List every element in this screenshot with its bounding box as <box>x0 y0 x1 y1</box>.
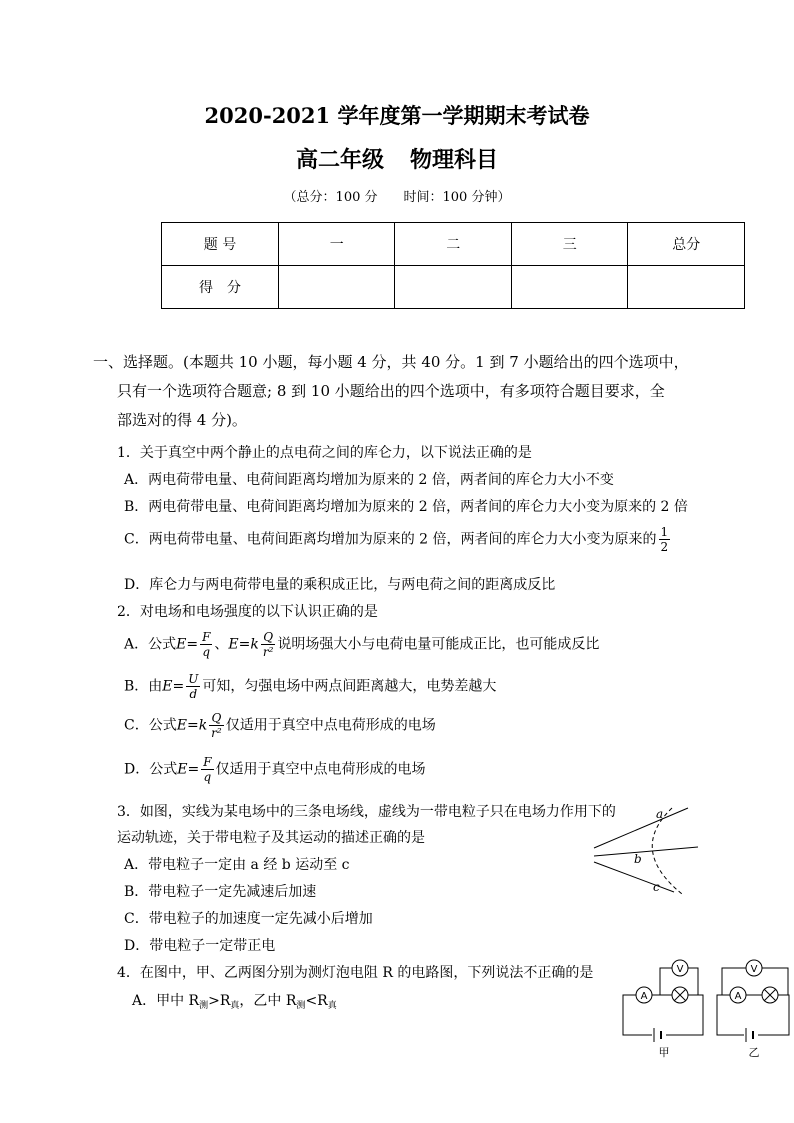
table-cell: 得 分 <box>162 266 279 309</box>
point-b-label: b <box>634 852 642 866</box>
score-input-cell[interactable] <box>511 266 628 309</box>
circuit-diagram-jia <box>618 955 708 1060</box>
question-3-stem-line2: 运动轨迹，关于带电粒子及其运动的描述正确的是 <box>117 830 425 846</box>
field-line <box>594 808 688 848</box>
question-1-option-a[interactable]: A．两电荷带电量、电荷间距离均增加为原来的 2 倍，两者间的库仑力大小不变 <box>124 472 614 488</box>
score-input-cell[interactable] <box>278 266 395 309</box>
point-c-label: c <box>653 880 660 894</box>
svg-text:A: A <box>734 991 742 1002</box>
score-input-cell[interactable] <box>395 266 512 309</box>
grade-label: 高二年级 <box>295 147 384 173</box>
svg-text:A: A <box>640 991 648 1002</box>
svg-text:V: V <box>750 964 758 975</box>
score-input-cell[interactable] <box>628 266 745 309</box>
table-row <box>162 266 745 309</box>
table-row <box>162 223 745 266</box>
fraction-one-half: $\frac{1}{2}$ <box>660 525 669 554</box>
score-table <box>161 222 745 309</box>
question-4-option-a[interactable]: A．甲中 $R_测>R_真$，乙中 $R_测<R_真$ <box>132 993 337 1011</box>
circuit-diagram-yi <box>712 955 794 1060</box>
question-3-stem-line1: 3．如图，实线为某电场中的三条电场线，虚线为一带电粒子只在电场力作用下的 <box>117 804 616 820</box>
field-line <box>594 862 674 892</box>
table-cell: 一 <box>278 223 395 266</box>
table-cell: 总分 <box>628 223 745 266</box>
subject-label: 物理科目 <box>410 147 499 173</box>
question-4-stem: 4．在图中，甲、乙两图分别为测灯泡电阻 R 的电路图，下列说法不正确的是 <box>117 965 594 981</box>
field-lines-diagram <box>590 800 705 900</box>
table-cell: 题 号 <box>162 223 279 266</box>
table-cell: 二 <box>395 223 512 266</box>
field-line <box>594 847 698 856</box>
exam-title: 2020-2021 学年度第一学期期末考试卷 <box>204 103 590 128</box>
question-1-option-d[interactable]: D．库仑力与两电荷带电量的乘积成正比，与两电荷之间的距离成反比 <box>124 577 556 593</box>
question-2-stem: 2．对电场和电场强度的以下认识正确的是 <box>117 604 378 620</box>
section-1-instructions: 一、选择题。(本题共 10 小题，每小题 4 分，共 40 分。1 到 7 小题给出的四个选项中， 只有一个选项符合题意; 8 到 10 小题给出的四个选项中，有多项符合题目要求，全 部选对的得 4 分)。 <box>93 353 689 429</box>
question-1-option-b[interactable]: B．两电荷带电量、电荷间距离均增加为原来的 2 倍，两者间的库仑力大小变为原来的 2 倍 <box>124 499 688 515</box>
question-2-option-d[interactable]: D．公式E= $\frac{F}{q}$ 仅适用于真空中点电荷形成的电场 <box>124 755 426 784</box>
question-1-option-c[interactable]: C．两电荷带电量、电荷间距离均增加为原来的 2 倍，两者间的库仑力大小变为原来的 $\frac{1}{2}$ <box>124 525 669 554</box>
question-2-option-b[interactable]: B．由E= $\frac{U}{d}$ 可知，匀强电场中两点间距离越大，电势差越大 <box>124 672 497 701</box>
point-a-label: a <box>656 807 664 821</box>
question-2-option-a[interactable]: A．公式E= $\frac{F}{q}$ 、E=k $\frac{Q}{\text{r²}}$ 说明场强大小与电荷电量可能成正比，也可能成反比 <box>124 630 600 659</box>
question-3-option-d[interactable]: D．带电粒子一定带正电 <box>124 938 276 954</box>
question-3-option-c[interactable]: C．带电粒子的加速度一定先减小后增加 <box>124 911 373 927</box>
exam-meta: （总分：100 分 时间：100 分钟） <box>283 190 511 205</box>
circuit-label-jia: 甲 <box>658 1046 670 1059</box>
question-3-option-b[interactable]: B．带电粒子一定先减速后加速 <box>124 884 317 900</box>
table-cell: 三 <box>511 223 628 266</box>
question-2-option-c[interactable]: C．公式E=k $\frac{Q}{\text{r²}}$ 仅适用于真空中点电荷形成的电场 <box>124 711 436 740</box>
question-1-stem: 1．关于真空中两个静止的点电荷之间的库仑力，以下说法正确的是 <box>117 445 532 461</box>
question-3-option-a[interactable]: A．带电粒子一定由 a 经 b 运动至 c <box>124 857 350 873</box>
circuit-label-yi: 乙 <box>748 1046 760 1059</box>
exam-subtitle <box>0 143 794 174</box>
svg-text:V: V <box>676 964 684 975</box>
